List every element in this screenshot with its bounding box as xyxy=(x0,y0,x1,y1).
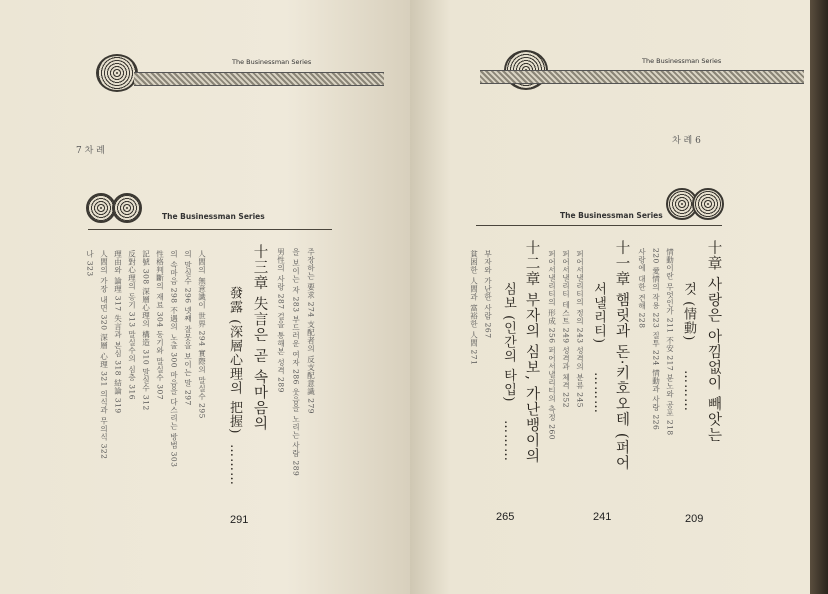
chapter-10-dots: ……… xyxy=(681,370,696,412)
chapter-11-dots: ……… xyxy=(591,372,606,414)
chapter-13-dots: ……… xyxy=(227,444,242,486)
chapter-11-heading: 十一章 햄릿과 돈·키호오테 (퍼어 xyxy=(613,240,630,471)
right-page xyxy=(410,0,810,594)
series-title: The Businessman Series xyxy=(642,57,722,65)
series-title-section: The Businessman Series xyxy=(162,212,265,221)
chapter-12-subheading: 심보 (인간의 타입) xyxy=(501,282,516,403)
series-title: The Businessman Series xyxy=(232,58,312,66)
section-entry-7: 理由와 論理 317 失言과 본심 318 結論 319 xyxy=(113,250,123,414)
medallion-ornament-icon xyxy=(96,54,138,92)
section-entry-6: 反對心理의 동기 313 말실수의 심층 316 xyxy=(127,250,137,401)
section-rule xyxy=(88,229,332,230)
chapter-10-heading: 十章 사랑은 아낌없이 빼앗는 xyxy=(705,240,722,443)
section-entry-3: 의 속마음 298 不遇의 노출 300 마음을 다스리는 방법 303 xyxy=(169,250,179,468)
section-entry-1: 人間의 無意識이 世界 294 實際의 말실수 295 xyxy=(197,250,207,419)
ch10-entry-1: 情動이란 무엇인가 211 不安 217 분노와 공포 218 xyxy=(665,248,675,436)
section-entry-8: 人間의 가장 내면 320 深層 心理 321 의식과 무의식 322 xyxy=(99,250,109,460)
running-head: 7 차 례 xyxy=(76,146,105,156)
section-entry-4: 性格判斷의 재료 304 동기와 말실수 307 xyxy=(155,250,165,401)
running-head: 차 례 6 xyxy=(672,136,701,146)
chapter-12-dots: ……… xyxy=(501,420,516,462)
ch12-entry-2: 貧困한 人間과 富裕한 人間 271 xyxy=(469,250,479,366)
left-page xyxy=(0,0,410,594)
book-edge xyxy=(810,0,828,594)
chapter-12-page-number: 265 xyxy=(496,511,515,523)
ch10-entry-2: 220 愛情의 작용 223 질투 224 情動과 사랑 226 xyxy=(651,248,661,431)
header-band-top xyxy=(134,72,384,86)
chapter-11-page-number: 241 xyxy=(593,511,612,523)
section-entry-9: 나 323 xyxy=(85,250,95,277)
chapter-10-subheading: 것 (情動) xyxy=(681,282,696,342)
section-entry-5: 記號 308 深層心理의 構造 310 말실수 312 xyxy=(141,250,151,411)
series-title-section: The Businessman Series xyxy=(560,211,663,220)
ch10-entry-3: 사랑에 대한 견해 228 xyxy=(637,248,647,329)
chapter-12-heading: 十二章 부자의 심보, 가난뱅이의 xyxy=(523,240,540,464)
double-ornament-right-icon xyxy=(112,193,142,223)
section-entry-2: 의 말실수 296 넷째 잘못을 보이는 말 297 xyxy=(183,250,193,406)
ch11-entry-1: 퍼어서낼리티의 정의 243 성격의 분류 245 xyxy=(575,250,585,409)
continued-entry-2: 을 보이는 자 283 부드러운 여자 286 웃음을 노리는 사람 289 xyxy=(291,248,301,477)
section-rule xyxy=(476,225,722,226)
chapter-13-subheading: 發露 (深層心理의 把握) xyxy=(227,286,242,435)
ch12-entry-1: 부자와 가난한 사람 267 xyxy=(483,250,493,339)
double-ornament-right-icon xyxy=(692,188,724,220)
chapter-11-subheading: 서낼리티) xyxy=(591,282,606,345)
continued-entry-1: 주장하는 要求 274 支配者의 反支配意識 279 xyxy=(306,248,316,415)
header-band-top xyxy=(480,70,804,84)
ch11-entry-2: 퍼어서낼리티 테스트 249 성격과 체격 252 xyxy=(561,250,571,409)
chapter-13-heading: 十三章 失言은 곧 속마음의 xyxy=(251,244,268,432)
chapter-13-page-number: 291 xyxy=(230,514,249,526)
continued-entry-3: 男性의 사랑 287 걸을 통해본 성격 289 xyxy=(276,248,286,393)
ch11-entry-3: 퍼어서낼리티의 形成 256 퍼어서낼리티의 측정 260 xyxy=(547,250,557,441)
chapter-10-page-number: 209 xyxy=(685,513,704,525)
